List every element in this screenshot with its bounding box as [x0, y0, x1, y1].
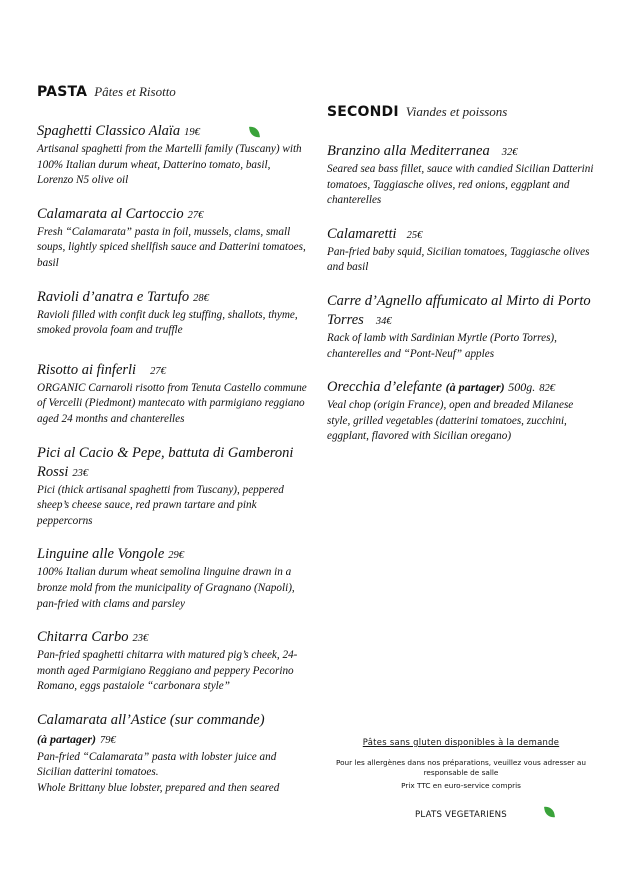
- item-description: Fresh “Calamarata” pasta in foil, mussels, clams, small soups, lightly spiced shellfish sauce and Datterini tomatoes, basil: [37, 225, 306, 269]
- item-price: 32€: [501, 147, 518, 158]
- menu-item: [37, 205, 307, 272]
- item-price: 23€: [132, 633, 149, 645]
- item-price: 19€: [184, 127, 200, 138]
- item-description: Seared sea bass fillet, sauce with candied Sicilian Datterini tomatoes, Taggiasche olives, red onions, eggplant and chanterelles: [327, 163, 594, 207]
- leaf-icon: [249, 125, 260, 138]
- item-name: Linguine alle Vongole: [37, 546, 165, 563]
- item-price: 82€: [539, 383, 556, 395]
- item-price: 25€: [406, 229, 423, 241]
- item-price: 27€: [187, 209, 204, 221]
- menu-item: [327, 378, 597, 445]
- menu-item: [37, 122, 307, 189]
- item-description: Rack of lamb with Sardinian Myrtle (Porto Torres), chanterelles and “Pont-Neuf” apples: [327, 331, 557, 360]
- pasta-subheading: Pâtes et Risotto: [94, 84, 176, 99]
- allergens-note: Pour les allergènes dans nos préparations, veuillez vous adresser au responsable de salle: [335, 758, 587, 777]
- item-sharing-note: (à partager): [37, 731, 96, 746]
- menu-item: [327, 292, 597, 362]
- vegetarian-legend: [326, 810, 596, 820]
- item-description: Pici (thick artisanal spaghetti from Tuscany), peppered sheep’s cheese sauce, red prawn tartare and pink peppercorns: [37, 483, 284, 527]
- item-description: Pan-fried spaghetti chitarra with matured pig’s cheek, 24-month aged Parmigiano Reggiano and peppery Pecorino Romano, eggs pastaiole “carbonara style”: [37, 649, 298, 693]
- menu-item: [37, 444, 307, 530]
- pasta-section: [37, 84, 307, 813]
- item-price: 28€: [193, 292, 209, 304]
- menu-item: [37, 628, 307, 695]
- item-description: Pan-fried “Calamarata” pasta with lobster juice and Sicilian datterini tomatoes.: [37, 750, 277, 779]
- item-price: 29€: [168, 550, 185, 562]
- pasta-header: [37, 84, 307, 100]
- item-weight: 500g.: [508, 380, 536, 395]
- item-name: Carre d’Agnello affumicato al Mirto di Porto Torres: [327, 292, 591, 328]
- pasta-heading: PASTA: [37, 84, 88, 100]
- item-price: 23€: [72, 467, 89, 479]
- item-description: Pan-fried baby squid, Sicilian tomatoes, Taggiasche olives and basil: [327, 245, 590, 274]
- menu-item: [327, 225, 597, 276]
- leaf-icon: [544, 805, 555, 818]
- menu-item: [327, 142, 597, 209]
- gluten-free-note: Pâtes sans gluten disponibles à la demande: [362, 737, 560, 747]
- secondi-subheading: Viandes et poissons: [405, 104, 508, 119]
- item-price: 34€: [375, 315, 392, 327]
- item-name: Spaghetti Classico Alaïa: [37, 123, 181, 139]
- prices-note: Prix TTC en euro-service compris: [401, 781, 521, 790]
- item-price: 27€: [150, 365, 166, 377]
- item-price: 79€: [100, 734, 116, 746]
- secondi-heading: SECONDI: [327, 104, 399, 120]
- item-description-extra: Whole Brittany blue lobster, prepared and then seared: [37, 782, 280, 795]
- item-description: ORGANIC Carnaroli risotto from Tenuta Castello commune of Vercelli (Piedmont) mantecato with parmigiano reggiano aged 24 months and chanterelles: [37, 381, 307, 425]
- item-description: Artisanal spaghetti from the Martelli family (Tuscany) with 100% Italian durum wheat, Datterino tomato, basil, Lorenzo N5 olive oil: [37, 143, 302, 187]
- item-name: Branzino alla Mediterranea: [327, 143, 490, 159]
- item-description: Veal chop (origin France), open and breaded Milanese style, grilled vegetables (datterini tomatoes, zucchini, eggplant, flavored with Sicilian oregano): [327, 399, 574, 443]
- item-name: Calamaretti: [327, 225, 397, 242]
- item-name: Calamarata al Cartoccio: [37, 205, 184, 222]
- item-name: Chitarra Carbo: [37, 629, 129, 646]
- menu-item: [37, 361, 307, 428]
- secondi-section: [327, 104, 597, 461]
- secondi-header: [327, 104, 597, 120]
- menu-item: [37, 545, 307, 612]
- item-description: Ravioli filled with confit duck leg stuffing, shallots, thyme, smoked provola foam and truffle: [37, 308, 298, 337]
- vegetarian-label: PLATS VEGETARIENS: [415, 810, 507, 820]
- menu-item: [37, 711, 307, 797]
- item-name: Pici al Cacio & Pepe, battuta di Gamberoni Rossi: [37, 444, 294, 480]
- item-name: Calamarata all’Astice (sur commande): [37, 711, 265, 728]
- item-name: Risotto ai finferli: [37, 361, 137, 378]
- footer-notes: [326, 736, 596, 820]
- item-description: 100% Italian durum wheat semolina linguine drawn in a bronze mold from the municipality of Gragnano (Napoli), pan-fried with clams and parsley: [37, 566, 295, 610]
- menu-item: [37, 288, 307, 339]
- item-sharing-note: (à partager): [445, 380, 505, 395]
- item-name: Orecchia d’elefante: [327, 379, 443, 396]
- item-name: Ravioli d’anatra e Tartufo: [37, 288, 190, 305]
